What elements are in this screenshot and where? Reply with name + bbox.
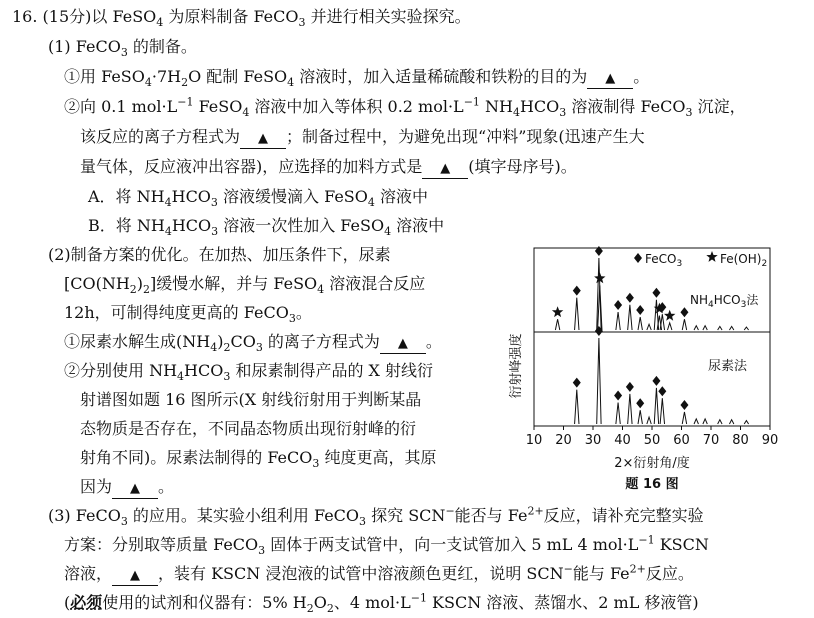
part2-line4: ①尿素水解生成$(NH_4)_2CO_3$ 的离子方程式为 ▲ 。	[64, 332, 442, 355]
part3-line1: (3) FeCO$_3$ 的应用。某实验小组利用 FeCO$_3$ 探究 SCN−能否与 $Fe^{2+}$反应，请补充完整实验	[48, 504, 704, 529]
diffraction-peak	[616, 403, 620, 425]
diamond-marker	[636, 305, 644, 315]
diamond-marker	[573, 378, 581, 388]
diamond-marker	[680, 307, 688, 317]
diffraction-peak	[703, 419, 707, 424]
part2-line3: 12h，可制得纯度更高的 FeCO$_3$。	[64, 303, 312, 326]
star-marker	[552, 306, 563, 317]
part1-question2-line3: 量气体，反应液冲出容器)，应选择的加料方式是 ▲ (填字母序号)。	[80, 156, 577, 179]
xrd-chart	[504, 244, 790, 494]
question-number: 16.	[12, 7, 38, 26]
chart-axes	[526, 248, 779, 448]
part2-line7: 态物质是否存在，不同晶态物质出现衍射峰的衍	[80, 419, 417, 438]
diffraction-peak	[718, 420, 722, 424]
part2-line1: (2)制备方案的优化。在加热、加压条件下，尿素	[48, 245, 391, 264]
diffraction-peak	[729, 326, 733, 330]
part2-line6: 射谱图如题 16 图所示(X 射线衍射用于判断某晶	[80, 390, 422, 409]
diffraction-peak	[703, 326, 707, 330]
diamond-marker	[626, 382, 634, 392]
panel-label-urea: 尿素法	[708, 359, 748, 374]
option-b: B．将 $NH_4HCO_3$ 溶液一次性加入 FeSO$_4$ 溶液中	[88, 216, 445, 239]
diffraction-peak	[638, 317, 642, 330]
diffraction-peak	[729, 420, 733, 424]
part2-line8: 射角不同)。尿素法制得的 FeCO$_3$ 纯度更高，其原	[80, 448, 437, 471]
x-tick-label: 30	[584, 433, 602, 448]
option-a: A．将 $NH_4HCO_3$ 溶液缓慢滴入 FeSO$_4$ 溶液中	[88, 187, 428, 210]
diffraction-peak	[654, 388, 658, 424]
diffraction-peak	[744, 327, 748, 330]
x-tick-label: 60	[673, 433, 690, 448]
legend-label-feco3: FeCO$_3$	[645, 252, 683, 269]
star-marker	[664, 310, 675, 321]
diffraction-peak	[744, 421, 748, 424]
diffraction-peak	[660, 398, 664, 424]
diffraction-peak	[575, 390, 579, 424]
part1-heading: (1) FeCO$_3$ 的制备。	[48, 37, 197, 60]
question-title: 16. (15分)以 FeSO$_4$ 为原料制备 FeCO$_3$ 并进行相关实验探究。	[12, 7, 471, 30]
diamond-marker	[634, 253, 642, 263]
diamond-marker	[636, 398, 644, 408]
plot-frame	[534, 248, 770, 426]
y-axis-label: 衍射峰强度	[509, 333, 524, 399]
star-marker	[706, 251, 717, 262]
answer-blank[interactable]: ▲	[587, 68, 633, 89]
x-tick-label: 20	[555, 433, 572, 448]
answer-blank[interactable]: ▲	[112, 478, 158, 499]
diffraction-peak	[628, 305, 632, 330]
diffraction-peak	[555, 319, 559, 330]
part3-line4: (必须使用的试剂和仪器有：5% $H_2O_2$、4 $mol\cdot L^{-1}$ KSCN 溶液、蒸馏水、2 mL 移液管)	[64, 591, 699, 616]
diffraction-peak	[638, 410, 642, 424]
diamond-marker	[652, 376, 660, 386]
part1-question2-line1: ②向 0.1 $mol\cdot L^{-1}$ FeSO$_4$ 溶液中加入等体积 0.2 $mol\cdot L^{-1}$ $NH_4HCO_3$ 溶液制得 FeCO$_3$ 沉淀，	[64, 95, 746, 120]
part2-line2: $[CO(NH_2)_2]$缓慢水解，并与 FeSO$_4$ 溶液混合反应	[64, 274, 426, 297]
diffraction-peak	[647, 324, 651, 330]
chart-marks	[552, 246, 767, 424]
diffraction-peak	[682, 319, 686, 330]
diffraction-peak	[660, 314, 664, 330]
emphasis-text: 必须	[70, 593, 103, 612]
answer-blank[interactable]: ▲	[240, 128, 286, 149]
legend-label-feoh2: $Fe(OH)_2$	[720, 252, 768, 269]
diffraction-peak	[668, 323, 672, 330]
part3-line2: 方案：分别取等质量 FeCO$_3$ 固体于两支试管中，向一支试管加入 5 mL 4 $mol\cdot L^{-1}$ KSCN	[64, 533, 709, 558]
diffraction-peak	[694, 419, 698, 424]
part2-line9: 因为 ▲ 。	[80, 476, 174, 499]
x-axis-label: 2×衍射角/度	[614, 456, 690, 471]
answer-blank[interactable]: ▲	[380, 333, 426, 354]
question-points: (15分)	[42, 7, 92, 26]
diffraction-peak	[718, 326, 722, 330]
x-tick-label: 10	[525, 433, 543, 448]
part3-line3: 溶液， ▲ ，装有 KSCN 浸泡液的试管中溶液颜色更红，说明 SCN−能与 $Fe^{2+}$反应。	[64, 563, 694, 586]
answer-blank[interactable]: ▲	[112, 565, 158, 586]
x-tick-label: 50	[643, 433, 661, 448]
diffraction-peak	[694, 326, 698, 330]
diffraction-peak	[616, 312, 620, 330]
diamond-marker	[573, 286, 581, 296]
x-tick-label: 40	[614, 433, 631, 448]
diamond-marker	[680, 400, 688, 410]
diamond-marker	[614, 391, 622, 401]
x-tick-label: 80	[732, 433, 749, 448]
diffraction-peak	[647, 417, 651, 424]
answer-blank[interactable]: ▲	[422, 158, 468, 179]
diamond-marker	[658, 386, 666, 396]
diamond-marker	[652, 288, 660, 298]
x-tick-label: 70	[702, 433, 720, 448]
diffraction-peak	[682, 412, 686, 424]
diffraction-peak	[575, 298, 579, 330]
diffraction-peak	[628, 394, 632, 424]
figure-caption: 题 16 图	[625, 477, 679, 492]
panel-label-nh4hco3: $NH_4HCO_3$法	[690, 293, 759, 310]
part2-line5: ②分别使用 $NH_4HCO_3$ 和尿素制得产品的 X 射线衍	[64, 361, 434, 384]
diffraction-peak	[597, 338, 601, 424]
x-tick-label: 90	[761, 433, 779, 448]
part1-question1: ①用 $FeSO_4\cdot 7H_2O$ 配制 FeSO$_4$ 溶液时，加入适量稀硫酸和铁粉的目的为 ▲ 。	[64, 67, 650, 90]
diamond-marker	[626, 293, 634, 303]
diamond-marker	[614, 300, 622, 310]
part1-question2-line2: 该反应的离子方程式为 ▲ ；制备过程中，为避免出现“冲料”现象(迅速产生大	[80, 126, 645, 149]
